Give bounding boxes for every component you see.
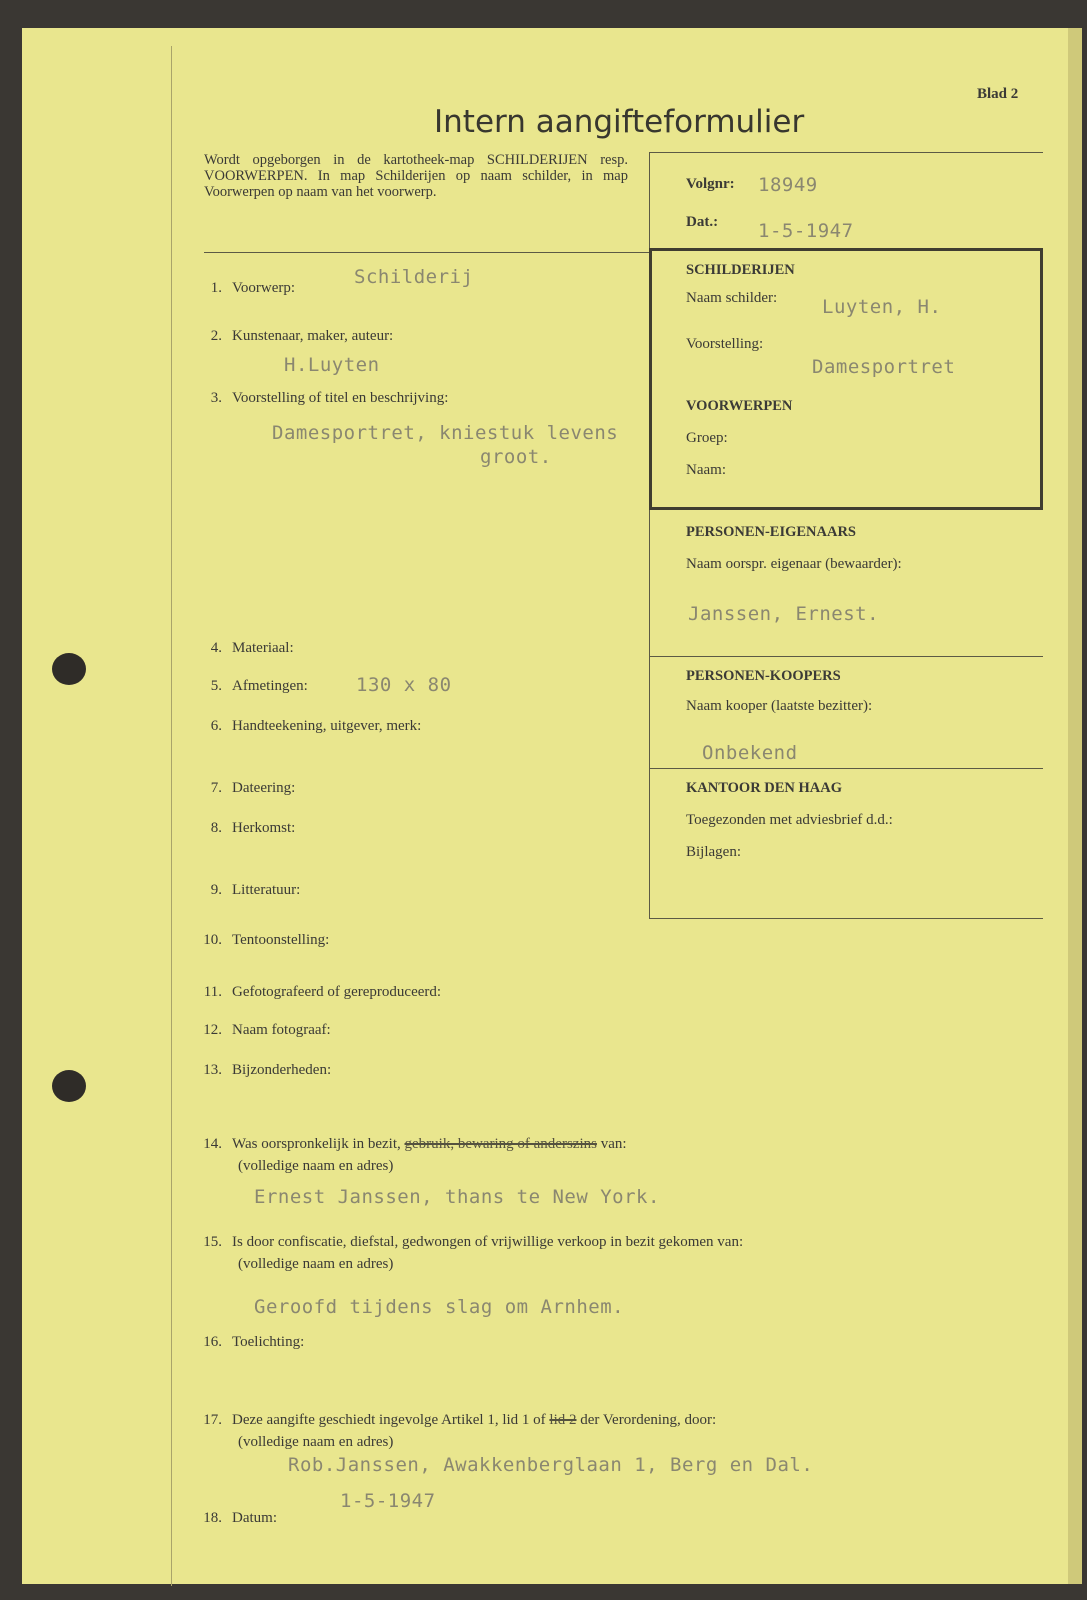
item-number: 16.: [203, 1334, 222, 1350]
oorspronkelijk-bezit-value: Ernest Janssen, thans te New York.: [254, 1186, 660, 1208]
item-number: 2.: [210, 328, 222, 344]
item-label-end: van:: [596, 1136, 627, 1152]
item-datum: [190, 1510, 277, 1527]
item-tentoonstelling: [190, 932, 329, 949]
voorwerp-value: Schilderij: [354, 266, 474, 288]
item-number: 9.: [210, 882, 222, 898]
eigenaar-label: Naam oorspr. eigenaar (bewaarder):: [686, 556, 902, 572]
aangifte-value: Rob.Janssen, Awakkenberglaan 1, Berg en Dal.: [288, 1454, 814, 1476]
item-number: 6.: [210, 718, 222, 734]
divider: [649, 656, 1043, 657]
voorstelling-beschrijving-value-2: groot.: [480, 446, 552, 468]
item-confiscatie: [190, 1234, 743, 1251]
divider: [649, 768, 1043, 769]
divider: [204, 252, 650, 253]
item-label: Litteratuur:: [232, 882, 301, 898]
punch-hole: [52, 1070, 86, 1102]
voorwerp-naam-label: Naam:: [686, 462, 726, 478]
item-label: Afmetingen:: [232, 678, 308, 694]
item-label: Naam fotograaf:: [232, 1022, 331, 1038]
divider: [649, 152, 650, 252]
struck-text: gebruik, bewaring of anderszins: [404, 1136, 597, 1152]
kantoor-heading: KANTOOR DEN HAAG: [686, 780, 843, 796]
dat-value: 1-5-1947: [758, 220, 854, 242]
item-kunstenaar: [190, 328, 393, 345]
item-label: Gefotografeerd of gereproduceerd:: [232, 984, 442, 1000]
kooper-value: Onbekend: [702, 742, 798, 764]
volgnr-label: Volgnr:: [686, 176, 735, 192]
confiscatie-value: Geroofd tijdens slag om Arnhem.: [254, 1296, 625, 1318]
item-number: 7.: [210, 780, 222, 796]
item-handteekening: [190, 718, 421, 735]
item-label: Deze aangifte geschiedt ingevolge Artikel 1, lid 1 of: [232, 1412, 550, 1428]
item-afmetingen: [190, 678, 308, 695]
naam-schilder-value: Luyten, H.: [822, 296, 942, 318]
item-number: 18.: [203, 1510, 222, 1526]
page-title: Intern aangifteformulier: [434, 104, 805, 140]
bijlagen-label: Bijlagen:: [686, 844, 741, 860]
form-sheet: [22, 28, 1068, 1584]
item-number: 1.: [210, 280, 222, 296]
divider: [649, 510, 650, 918]
toegezonden-label: Toegezonden met adviesbrief d.d.:: [686, 812, 893, 828]
item-label: Herkomst:: [232, 820, 296, 836]
item-voorwerp: [190, 280, 295, 297]
item-dateering: [190, 780, 295, 797]
page-label: Blad 2: [977, 86, 1019, 102]
voorstelling-value: Damesportret: [812, 356, 956, 378]
item-voorstelling: [190, 390, 448, 407]
intro-text: Wordt opgeborgen in de kartotheek-map SCHILDERIJEN resp. VOORWERPEN. In map Schilderijen op naam schilder, in map Voorwerpen op naam van het voorwerp.: [204, 152, 628, 200]
voorstelling-beschrijving-value: Damesportret, kniestuk levens: [272, 422, 619, 444]
eigenaars-heading: PERSONEN-EIGENAARS: [686, 524, 856, 540]
item-number: 5.: [210, 678, 222, 694]
item-label: Was oorspronkelijk in bezit,: [232, 1136, 405, 1152]
divider: [649, 152, 1043, 153]
item-label: Bijzonderheden:: [232, 1062, 332, 1078]
volgnr-value: 18949: [758, 174, 818, 196]
item-number: 11.: [203, 984, 222, 1000]
item-sub-label: (volledige naam en adres): [238, 1256, 394, 1272]
struck-text: lid 2: [549, 1412, 577, 1428]
item-label: Voorwerp:: [232, 280, 296, 296]
item-label: Materiaal:: [232, 640, 294, 656]
item-label: Kunstenaar, maker, auteur:: [232, 328, 394, 344]
paper-edge: [1068, 28, 1082, 1584]
item-gefotografeerd: [190, 984, 441, 1001]
punch-hole: [52, 653, 86, 685]
dat-label: Dat.:: [686, 214, 719, 230]
schilderijen-heading: SCHILDERIJEN: [686, 262, 795, 278]
item-label: Tentoonstelling:: [232, 932, 330, 948]
item-label: Toelichting:: [232, 1334, 305, 1350]
item-number: 3.: [210, 390, 222, 406]
eigenaar-value: Janssen, Ernest.: [688, 603, 880, 625]
item-number: 12.: [203, 1022, 222, 1038]
item-label-end: der Verordening, door:: [576, 1412, 717, 1428]
item-oorspronkelijk-bezit: [190, 1136, 627, 1153]
item-label: Voorstelling of titel en beschrijving:: [232, 390, 449, 406]
item-toelichting: [190, 1334, 304, 1351]
margin-line: [171, 46, 172, 1586]
item-label: Handteekening, uitgever, merk:: [232, 718, 422, 734]
datum-value: 1-5-1947: [340, 1490, 436, 1512]
item-naam-fotograaf: [190, 1022, 331, 1039]
item-number: 8.: [210, 820, 222, 836]
koopers-heading: PERSONEN-KOOPERS: [686, 668, 841, 684]
item-number: 15.: [203, 1234, 222, 1250]
item-label: Datum:: [232, 1510, 277, 1526]
item-sub-label: (volledige naam en adres): [238, 1158, 394, 1174]
item-litteratuur: [190, 882, 300, 899]
divider: [649, 918, 1043, 919]
item-label: Is door confiscatie, diefstal, gedwongen of vrijwillige verkoop in bezit gekomen van:: [232, 1234, 744, 1250]
item-number: 4.: [210, 640, 222, 656]
voorwerpen-heading: VOORWERPEN: [686, 398, 793, 414]
item-number: 14.: [203, 1136, 222, 1152]
kooper-label: Naam kooper (laatste bezitter):: [686, 698, 873, 714]
kunstenaar-value: H.Luyten: [284, 354, 380, 376]
item-aangifte: [190, 1412, 716, 1429]
item-materiaal: [190, 640, 294, 657]
item-sub-label: (volledige naam en adres): [238, 1434, 394, 1450]
item-label: Dateering:: [232, 780, 296, 796]
voorstelling-label: Voorstelling:: [686, 336, 764, 352]
item-herkomst: [190, 820, 295, 837]
naam-schilder-label: Naam schilder:: [686, 290, 778, 306]
groep-label: Groep:: [686, 430, 728, 446]
item-number: 17.: [203, 1412, 222, 1428]
item-number: 13.: [203, 1062, 222, 1078]
item-bijzonderheden: [190, 1062, 331, 1079]
item-number: 10.: [203, 932, 222, 948]
afmetingen-value: 130 x 80: [356, 674, 452, 696]
